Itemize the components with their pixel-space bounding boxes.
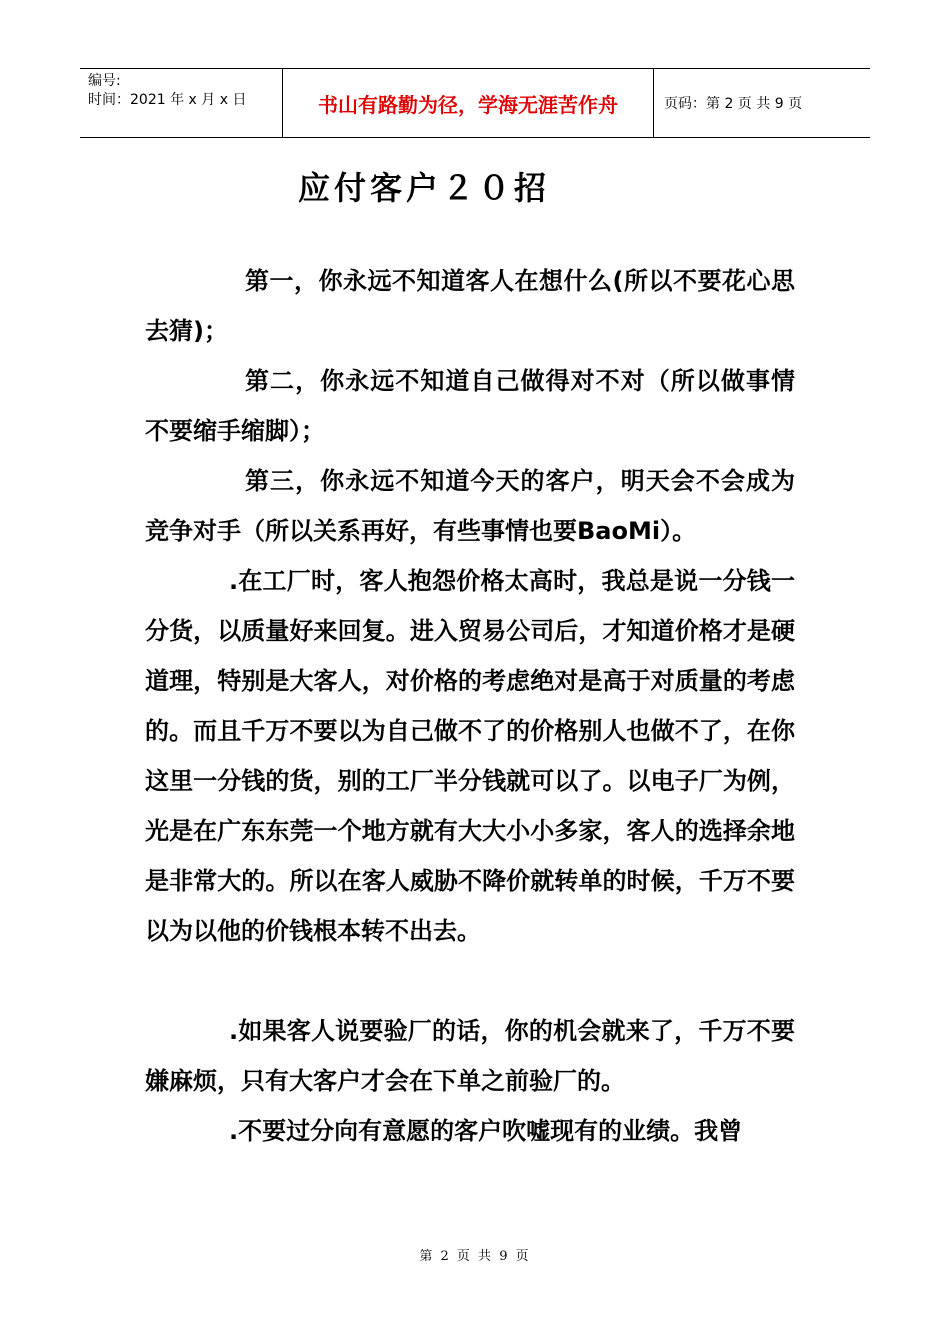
paragraph: 第三，你永远不知道今天的客户，明天会不会成为竞争对手（所以关系再好，有些事情也要BaoMi）。 bbox=[145, 467, 795, 545]
header-motto: 书山有路勤为径，学海无涯苦作舟 bbox=[282, 69, 654, 137]
document-number: 编号: bbox=[88, 73, 121, 89]
paragraph: .如果客人说要验厂的话，你的机会就来了，千万不要嫌麻烦，只有大客户才会在下单之前验厂的。 bbox=[145, 1017, 795, 1095]
document-date: 时间：2021 年 x 月 x 日 bbox=[88, 92, 247, 108]
paragraph: 第二，你永远不知道自己做得对不对（所以做事情不要缩手缩脚）； bbox=[145, 367, 795, 445]
page-header bbox=[80, 68, 870, 138]
header-page-info: 页码：第 2 页 共 9 页 bbox=[664, 96, 803, 112]
paragraph-gap bbox=[145, 956, 795, 1006]
page-footer: 第 2 页 共 9 页 bbox=[419, 1249, 531, 1264]
paragraph: .不要过分向有意愿的客户吹嘘现有的业绩。我曾 bbox=[229, 1117, 743, 1145]
paragraph: 第一，你永远不知道客人在想什么(所以不要花心思去猜)； bbox=[145, 267, 795, 345]
document-title: 应付客户２０招 bbox=[297, 169, 550, 207]
header-meta bbox=[80, 69, 282, 137]
document-body bbox=[145, 256, 795, 1156]
paragraph: .在工厂时，客人抱怨价格太高时，我总是说一分钱一分货，以质量好来回复。进入贸易公司后，才知道价格才是硬道理，特别是大客人，对价格的考虑绝对是高于对质量的考虑的。而且千万不要以为自己做不了的价格别人也做不了，在你这里一分钱的货，别的工厂半分钱就可以了。以电子厂为例，光是在广东东莞一个地方就有大大小小多家，客人的选择余地是非常大的。所以在客人威胁不降价就转单的时候，千万不要以为以他的价钱根本转不出去。 bbox=[145, 567, 795, 945]
